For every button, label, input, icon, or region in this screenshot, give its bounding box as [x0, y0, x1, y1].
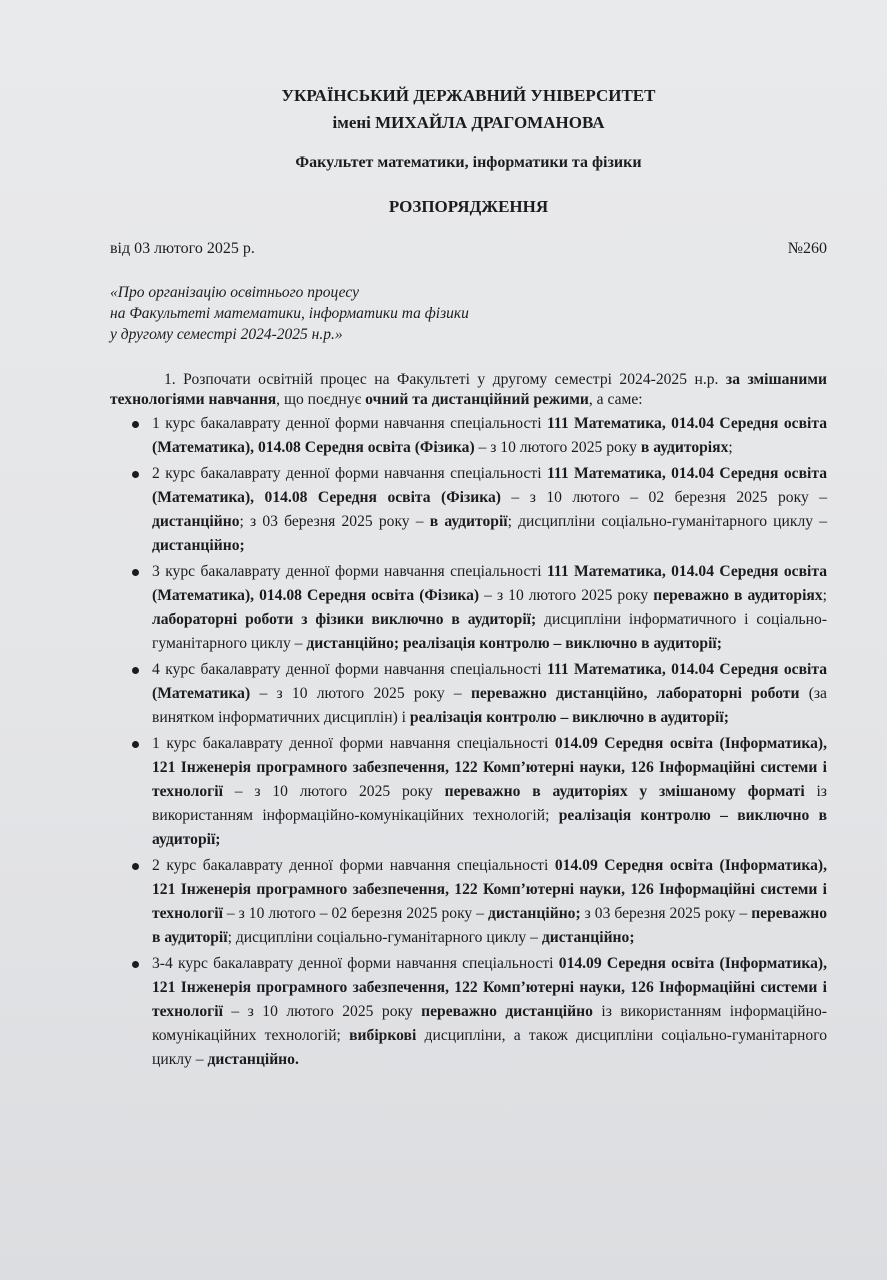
text-run: – з 10 лютого – 02 березня 2025 року – — [222, 905, 488, 922]
bold-run: переважно дистанційно, лабораторні роботи — [470, 685, 800, 702]
bold-run: дистанційно; — [541, 929, 635, 946]
list-item — [110, 732, 827, 852]
course-list — [110, 412, 827, 1072]
bold-run: лабораторні роботи з фізики виключно в аудиторії; — [152, 611, 537, 628]
list-item — [110, 462, 827, 558]
text-run: 1 курс бакалаврату денної форми навчання спеціальності — [152, 415, 547, 432]
subject-line-1: «Про організацію освітнього процесу — [110, 284, 360, 301]
university-named-after: імені МИХАЙЛА ДРАГОМАНОВА — [332, 113, 605, 132]
bold-run: в аудиторіях — [640, 439, 729, 456]
text-run: 2 курс бакалаврату денної форми навчання спеціальності — [152, 857, 555, 874]
document-date: від 03 лютого 2025 р. — [110, 240, 255, 257]
bold-run: за змішаними технологіями навчання — [110, 371, 828, 408]
text-run: (за винятком інформатичних дисциплін) і — [152, 685, 827, 726]
bold-run: 111 Математика, 014.04 Середня освіта (Математика), 014.08 Середня освіта (Фізика) — [152, 563, 827, 604]
list-item — [110, 658, 827, 730]
list-item — [110, 952, 827, 1072]
bold-run: в аудиторії — [429, 513, 508, 530]
bold-run: дистанційно; — [152, 537, 245, 554]
text-run: з 03 березня 2025 року – — [580, 905, 752, 922]
bold-run: 014.09 Середня освіта (Інформатика), 121 Інженерія програмного забезпечення, 122 Комп’ютерні науки, 126 Інформаційні системи і технології — [152, 735, 827, 800]
text-run: із використанням інформаційно-комунікаційних технологій; — [152, 783, 827, 824]
bullet-icon — [132, 421, 139, 428]
bold-run: переважно дистанційно — [421, 1003, 593, 1020]
text-run: – з 10 лютого 2025 року — [222, 1003, 422, 1020]
bold-run: вибіркові — [349, 1027, 417, 1044]
text-run: дисципліни інформатичного і соціально-гуманітарного циклу – — [152, 611, 828, 652]
bold-run: переважно в аудиторіях у змішаному форматі — [444, 783, 805, 800]
list-item — [110, 560, 827, 656]
bullet-icon — [132, 667, 139, 674]
text-run: – з 10 лютого 2025 року — [222, 783, 445, 800]
bold-run: дистанційно — [152, 513, 240, 530]
text-run: ; дисципліни соціально-гуманітарного циклу – — [507, 513, 827, 530]
university-name — [110, 82, 827, 136]
bold-run: дистанційно; реалізація контролю – виключно в аудиторії; — [306, 635, 722, 652]
text-run: ; — [728, 439, 733, 456]
text-run: 3-4 курс бакалаврату денної форми навчання спеціальності — [152, 955, 559, 972]
text-run: – з 10 лютого 2025 року – — [250, 685, 471, 702]
bullet-icon — [132, 741, 139, 748]
date-line — [110, 240, 827, 258]
bullet-icon — [132, 863, 139, 870]
subject-line-3: у другому семестрі 2024-2025 н.р.» — [110, 326, 343, 343]
bold-run: дистанційно; — [487, 905, 581, 922]
text-run: 2 курс бакалаврату денної форми навчання спеціальності — [152, 465, 547, 482]
text-run: , а саме: — [588, 391, 643, 408]
bold-run: очний та дистанційний режими — [365, 391, 589, 408]
list-item — [110, 412, 827, 460]
bold-run: 014.09 Середня освіта (Інформатика), 121 Інженерія програмного забезпечення, 122 Комп’ютерні науки, 126 Інформаційні системи і технології — [152, 857, 827, 922]
text-run: 4 курс бакалаврату денної форми навчання спеціальності — [152, 661, 547, 678]
text-run: – з 10 лютого 2025 року — [474, 439, 641, 456]
bullet-icon — [132, 471, 139, 478]
document-type: РОЗПОРЯДЖЕННЯ — [388, 197, 549, 216]
text-run: – з 10 лютого – 02 березня 2025 року – — [500, 489, 828, 506]
text-run: ; — [822, 587, 827, 604]
subject-block — [110, 282, 827, 345]
faculty-name: Факультет математики, інформатики та фізики — [295, 154, 642, 171]
text-run: – з 10 лютого 2025 року — [479, 587, 654, 604]
bold-run: переважно в аудиторіях — [653, 587, 823, 604]
subject-line-2: на Факультеті математики, інформатики та фізики — [110, 305, 469, 322]
bullet-icon — [132, 961, 139, 968]
text-run: дисципліни, а також дисципліни соціально-гуманітарного циклу – — [152, 1027, 827, 1068]
text-run: 1 курс бакалаврату денної форми навчання спеціальності — [152, 735, 555, 752]
bold-run: 111 Математика, 014.04 Середня освіта (Математика), 014.08 Середня освіта (Фізика) — [152, 415, 827, 456]
bold-run: реалізація контролю – виключно в аудиторії; — [152, 807, 827, 848]
text-run: , що поєднує — [276, 391, 366, 408]
university-title: УКРАЇНСЬКИЙ ДЕРЖАВНИЙ УНІВЕРСИТЕТ — [281, 86, 656, 105]
bold-run: 014.09 Середня освіта (Інформатика), 121 Інженерія програмного забезпечення, 122 Комп’ютерні науки, 126 Інформаційні системи і технології — [152, 955, 827, 1020]
bullet-icon — [132, 569, 139, 576]
text-run: 1. Розпочати освітній процес на Факультеті у другому семестрі 2024-2025 н.р. — [164, 371, 726, 388]
text-run: ; з 03 березня 2025 року – — [239, 513, 430, 530]
bold-run: 111 Математика, 014.04 Середня освіта (Математика), 014.08 Середня освіта (Фізика) — [152, 465, 827, 506]
bold-run: реалізація контролю – виключно в аудиторії; — [409, 709, 729, 726]
bold-run: 111 Математика, 014.04 Середня освіта (Математика) — [152, 661, 827, 702]
list-item — [110, 854, 827, 950]
bold-run: переважно в аудиторії — [152, 905, 827, 946]
document-number: №260 — [787, 240, 827, 257]
bold-run: дистанційно. — [207, 1051, 299, 1068]
text-run: ; дисципліни соціально-гуманітарного циклу – — [227, 929, 542, 946]
paragraph-1 — [110, 370, 827, 410]
text-run: із використанням інформаційно-комунікаційних технологій; — [152, 1003, 827, 1044]
text-run: 3 курс бакалаврату денної форми навчання спеціальності — [152, 563, 547, 580]
